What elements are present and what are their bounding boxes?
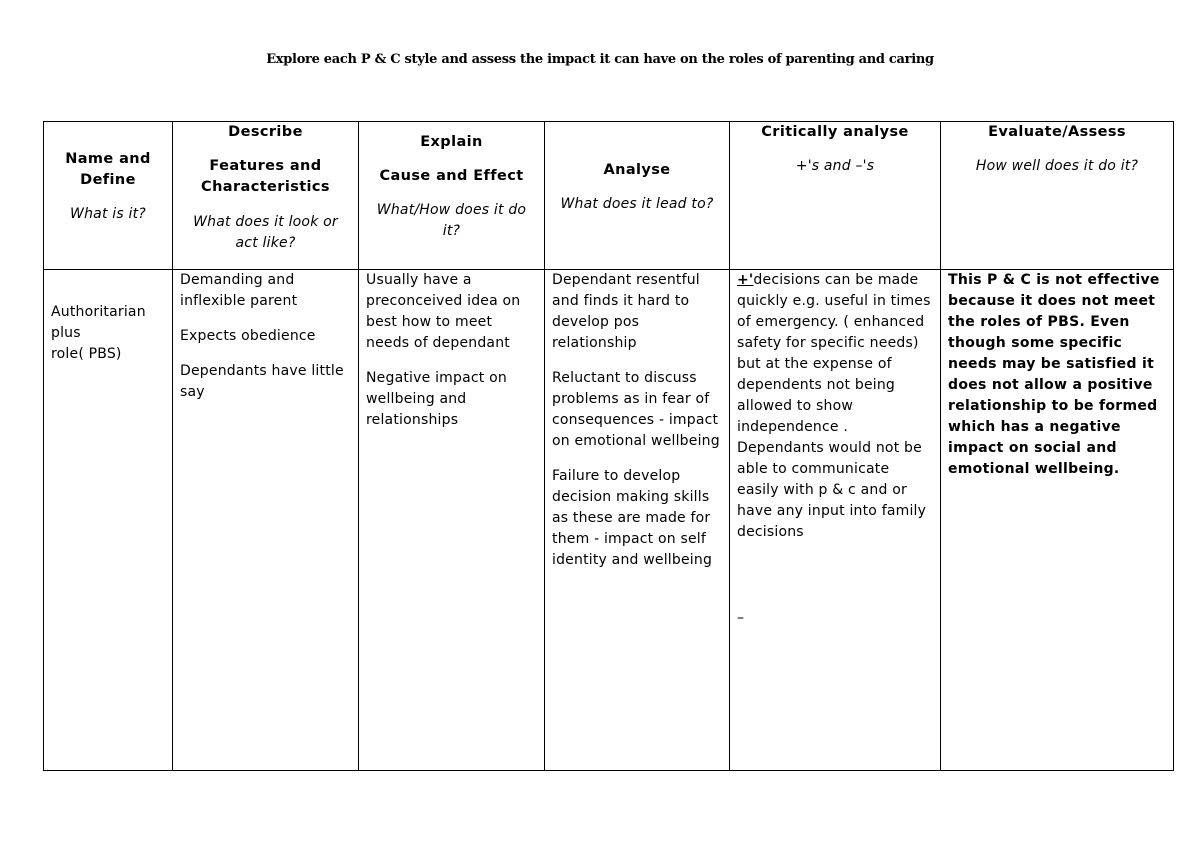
analyse-point: Reluctant to discuss problems as in fear of consequences - impact on emotional wellbeing (552, 370, 720, 449)
pc-style-table (43, 121, 1174, 771)
header-explain-title: Explain (420, 134, 483, 150)
header-describe-question: What does it look or act like? (193, 214, 338, 251)
cell-name (44, 270, 173, 771)
header-explain-subtitle: Cause and Effect (379, 168, 524, 184)
header-explain (359, 122, 545, 270)
header-critically-analyse-question: +'s and –'s (795, 158, 875, 174)
table-row (44, 270, 1174, 771)
describe-point: Demanding and inflexible parent (180, 272, 298, 309)
header-explain-question: What/How does it do it? (376, 202, 527, 239)
cell-analyse (545, 270, 730, 771)
cell-critically-analyse (730, 270, 941, 771)
header-critically-analyse (730, 122, 941, 270)
analyse-point: Failure to develop decision making skills as these are made for them - impact on self identity and wellbeing (552, 468, 713, 568)
pros-text (737, 270, 933, 543)
pros-body: decisions can be made quickly e.g. useful in times of emergency. ( enhanced safety for specific needs) but at the expense of dependents not being allowed to show independence . Dependants would not be able to communicate easily with p & c and or have any input into family decisions (737, 272, 931, 540)
header-evaluate-question: How well does it do it? (975, 158, 1139, 174)
header-row (44, 122, 1174, 270)
header-describe (173, 122, 359, 270)
evaluation-text: This P & C is not effective because it does not meet the roles of PBS. Even though some specific needs may be satisfied it does not allow a positive relationship to be formed which has a negative impact on social and emotional wellbeing. (948, 272, 1160, 477)
header-analyse (545, 122, 730, 270)
explain-point: Negative impact on wellbeing and relationships (366, 370, 507, 428)
header-name-define (44, 122, 173, 270)
describe-point: Dependants have little say (180, 363, 344, 400)
header-describe-subtitle: Features and Characteristics (201, 158, 330, 195)
cell-evaluate (941, 270, 1174, 771)
header-describe-title: Describe (228, 124, 303, 140)
style-name: Authoritarian plus role( PBS) (51, 304, 146, 362)
cell-explain (359, 270, 545, 771)
describe-point: Expects obedience (180, 328, 316, 344)
header-analyse-title: Analyse (603, 162, 671, 178)
header-analyse-question: What does it lead to? (560, 196, 714, 212)
header-name-define-title: Name and Define (65, 151, 151, 188)
header-evaluate-title: Evaluate/Assess (988, 124, 1126, 140)
explain-point: Usually have a preconceived idea on best how to meet needs of dependant (366, 272, 521, 351)
analyse-point: Dependant resentful and finds it hard to develop pos relationship (552, 272, 700, 351)
page-title: Explore each P & C style and assess the impact it can have on the roles of parenting and caring (266, 52, 934, 67)
header-critically-analyse-title: Critically analyse (761, 124, 909, 140)
plus-marker: +' (737, 272, 754, 288)
header-name-define-question: What is it? (70, 206, 146, 222)
header-evaluate (941, 122, 1174, 270)
minus-marker: – (737, 610, 745, 626)
cell-describe (173, 270, 359, 771)
